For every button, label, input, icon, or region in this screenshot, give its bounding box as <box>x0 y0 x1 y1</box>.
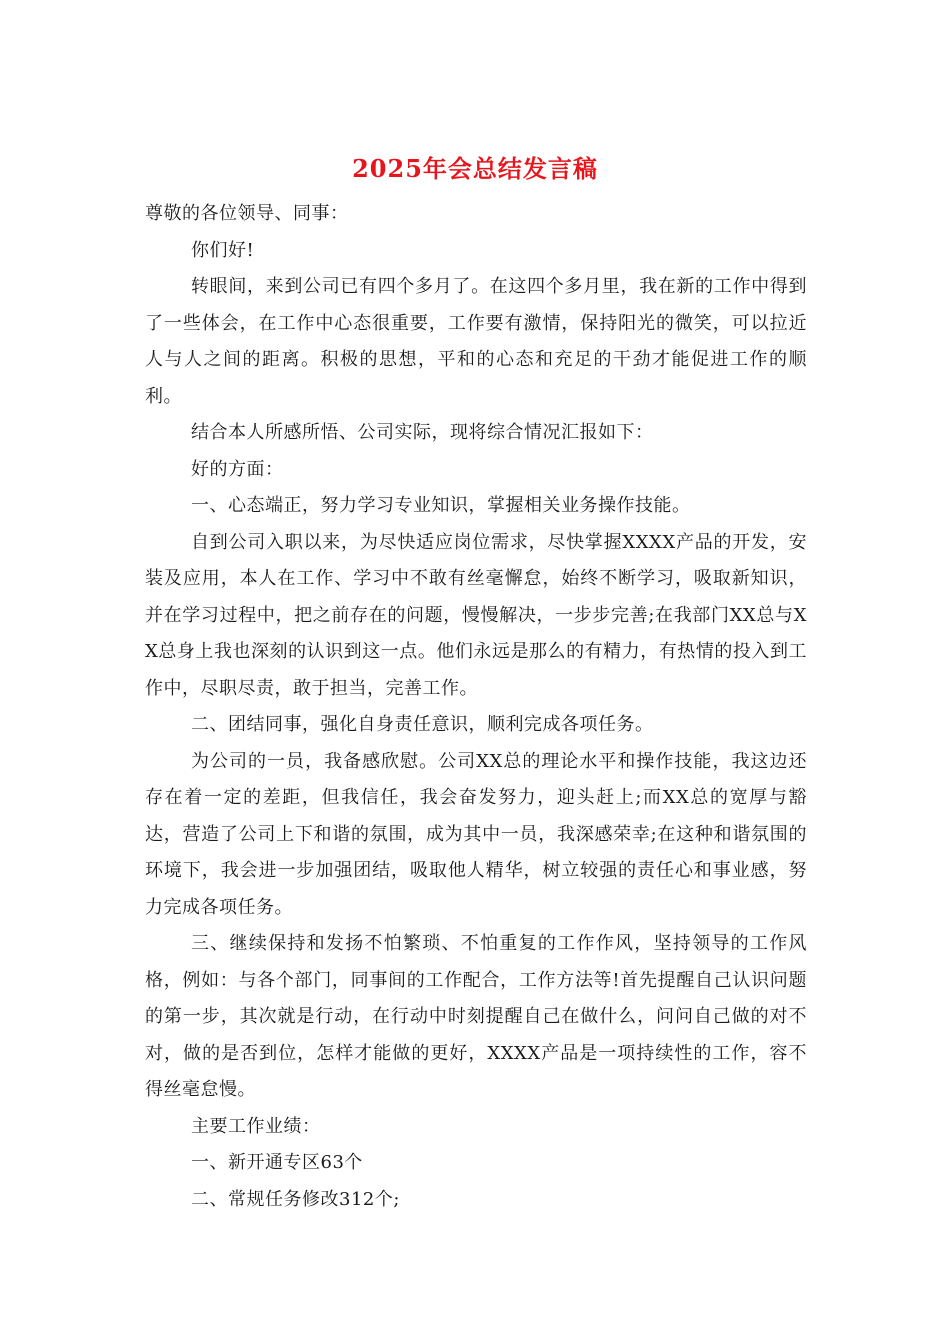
paragraph-summary-lead: 结合本人所感所悟、公司实际，现将综合情况汇报如下： <box>191 422 654 443</box>
salutation: 尊敬的各位领导、同事： <box>145 203 349 224</box>
document-title: 2025年会总结发言稿 <box>352 154 598 183</box>
achievement-item-2: 二、常规任务修改312个; <box>191 1188 400 1210</box>
greeting: 你们好! <box>191 239 255 261</box>
document-body <box>145 196 807 1218</box>
paragraph-intro: 转眼间，来到公司已有四个多月了。在这四个多月里，我在新的工作中得到了一些体会，在工作中心态很重要，工作要有激情，保持阳光的微笑，可以拉近人与人之间的距离。积极的思想，平和的心态和充足的干劲才能促进工作的顺利。 <box>145 276 807 407</box>
point-heading-1: 一、心态端正，努力学习专业知识，掌握相关业务操作技能。 <box>191 495 691 516</box>
section-heading-achievements: 主要工作业绩： <box>191 1115 321 1137</box>
point-heading-2: 二、团结同事，强化自身责任意识，顺利完成各项任务。 <box>191 714 654 735</box>
achievement-item-1: 一、新开通专区63个 <box>191 1152 363 1173</box>
section-heading-strengths: 好的方面： <box>191 458 284 480</box>
point-body-2: 为公司的一员，我备感欣慰。公司XX总的理论水平和操作技能，我这边还存在着一定的差距，但我信任，我会奋发努力，迎头赶上;而XX总的宽厚与豁达，营造了公司上下和谐的氛围，成为其中一员，我深感荣幸;在这种和谐氛围的环境下，我会进一步加强团结，吸取他人精华，树立较强的责任心和事业感，努力完成各项任务。 <box>145 750 807 918</box>
point-body-1: 自到公司入职以来，为尽快适应岗位需求，尽快掌握XXXX产品的开发，安装及应用，本人在工作、学习中不敢有丝毫懈怠，始终不断学习，吸取新知识，并在学习过程中，把之前存在的问题，慢慢解决，一步步完善;在我部门XX总与XX总身上我也深刻的认识到这一点。他们永远是那么的有精力，有热情的投入到工作中，尽职尽责，敢于担当，完善工作。 <box>145 531 807 699</box>
point-body-3: 三、继续保持和发扬不怕繁琐、不怕重复的工作作风，坚持领导的工作风格，例如：与各个部门，同事间的工作配合，工作方法等!首先提醒自己认识问题的第一步，其次就是行动，在行动中时刻提醒自己在做什么，问问自己做的对不对，做的是否到位，怎样才能做的更好，XXXX产品是一项持续性的工作，容不得丝毫怠慢。 <box>145 933 807 1100</box>
